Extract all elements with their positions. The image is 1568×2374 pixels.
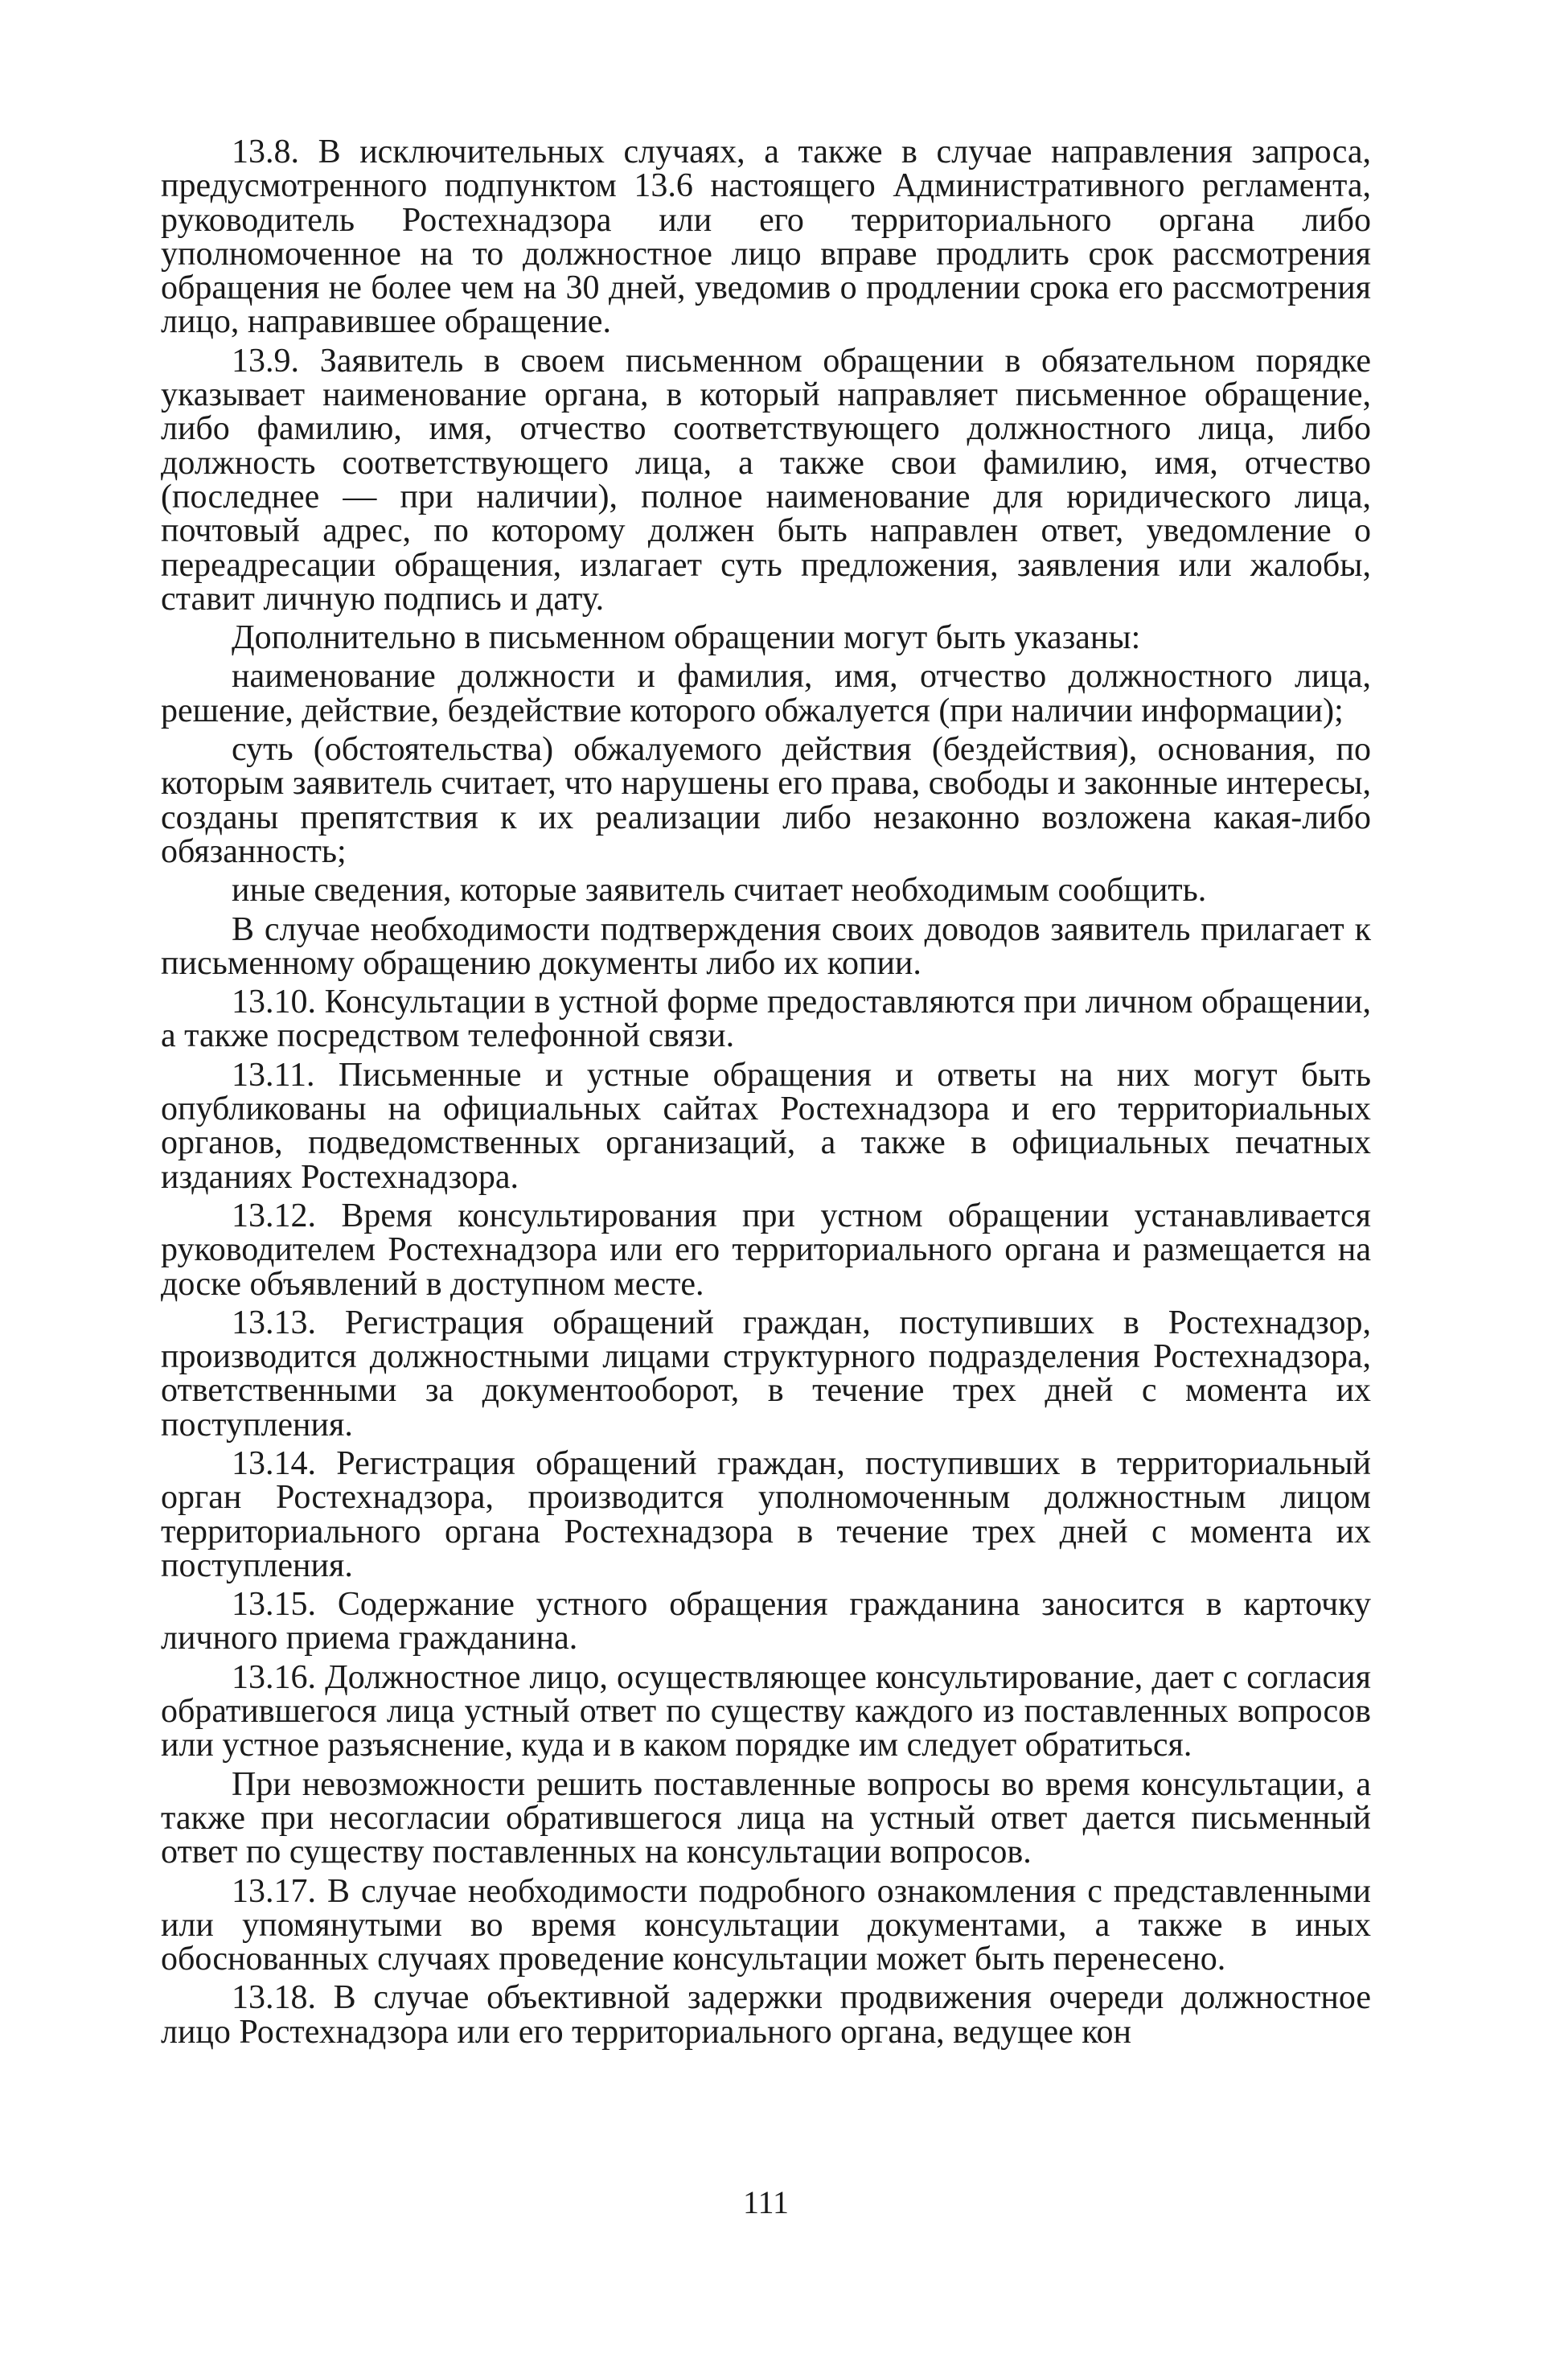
- paragraph-13-16: 13.16. Должностное лицо, осуществляющее консультирование, дает с согласия обратившегося лица устный ответ по существу каждого из поставленных вопросов или устное разъяснение, куда и в каком порядке им следует обратиться.: [161, 1658, 1371, 1764]
- paragraph-13-18: 13.18. В случае объективной задержки продвижения очереди должностное лицо Ростехнадзора или его территориального органа, ведущее кон: [161, 1979, 1371, 2051]
- paragraph-13-8: 13.8. В исключительных случаях, а также в случае направления запроса, предусмотренного подпунктом 13.6 настоящего Административного регламента, руководитель Ростехнадзора или его территориального органа либо уполномоченное на то должностное лицо вправе продлить срок рассмотрения обращения не более чем на 30 дней, уведомив о продлении срока его рассмотрения лицо, направившее обращение.: [161, 133, 1371, 341]
- paragraph-13-9: 13.9. Заявитель в своем письменном обращении в обязательном порядке указывает наименование органа, в который направляет письменное обращение, либо фамилию, имя, отчество соответствующего должностного лица, либо должность соответствующего лица, а также свои фамилию, имя, отчество (последнее — при наличии), полное наименование для юридического лица, почтовый адрес, по которому должен быть направлен ответ, уведомление о переадресации обращения, излагает суть предложения, заявления или жалобы, ставит личную подпись и дату.: [161, 342, 1371, 618]
- document-page: [161, 135, 1371, 2274]
- paragraph-13-10: 13.10. Консультации в устной форме предоставляются при личном обращении, а также посредством телефонной связи.: [161, 984, 1371, 1055]
- paragraph-13-17: 13.17. В случае необходимости подробного ознакомления с представленными или упомянутыми во время консультации документами, а также в иных обоснованных случаях проведение консультации может быть перенесено.: [161, 1872, 1371, 1978]
- paragraph-written-answer: При невозможности решить поставленные вопросы во время консультации, а также при несогласии обратившегося лица на устный ответ дается письменный ответ по существу поставленных на консультации вопросов.: [161, 1765, 1371, 1871]
- paragraph-13-14: 13.14. Регистрация обращений граждан, поступивших в территориальный орган Ростехнадзора, производится уполномоченным должностным лицом территориального органа Ростехнадзора в течение трех дней с момента их поступления.: [161, 1444, 1371, 1584]
- paragraph-13-13: 13.13. Регистрация обращений граждан, поступивших в Ростехнадзор, производится должностными лицами структурного подразделения Ростехнадзора, ответственными за документооборот, в течение трех дней с момента их поступления.: [161, 1304, 1371, 1444]
- paragraph-attachments: В случае необходимости подтверждения своих доводов заявитель прилагает к письменному обращению документы либо их копии.: [161, 910, 1371, 982]
- paragraph-essence: суть (обстоятельства) обжалуемого действия (бездействия), основания, по которым заявитель считает, что нарушены его права, свободы и законные интересы, созданы препятствия к их реализации либо незаконно возложена какая-либо обязанность;: [161, 731, 1371, 870]
- paragraph-13-15: 13.15. Содержание устного обращения гражданина заносится в карточку личного приема гражданина.: [161, 1586, 1371, 1657]
- paragraph-other-info: иные сведения, которые заявитель считает необходимым сообщить.: [232, 872, 1207, 910]
- paragraph-official-name: наименование должности и фамилия, имя, отчество должностного лица, решение, действие, бездействие которого обжалуется (при наличии информации);: [161, 658, 1371, 729]
- paragraph-13-12: 13.12. Время консультирования при устном обращении устанавливается руководителем Ростехнадзора или его территориального органа и размещается на доске объявлений в доступном месте.: [161, 1197, 1371, 1303]
- page-number: 111: [742, 2184, 790, 2220]
- paragraph-13-11: 13.11. Письменные и устные обращения и ответы на них могут быть опубликованы на официальных сайтах Ростехнадзора и его территориальных органов, подведомственных организаций, а также в официальных печатных изданиях Ростехнадзора.: [161, 1056, 1371, 1196]
- paragraph-additional-info: Дополнительно в письменном обращении могут быть указаны:: [232, 619, 1141, 657]
